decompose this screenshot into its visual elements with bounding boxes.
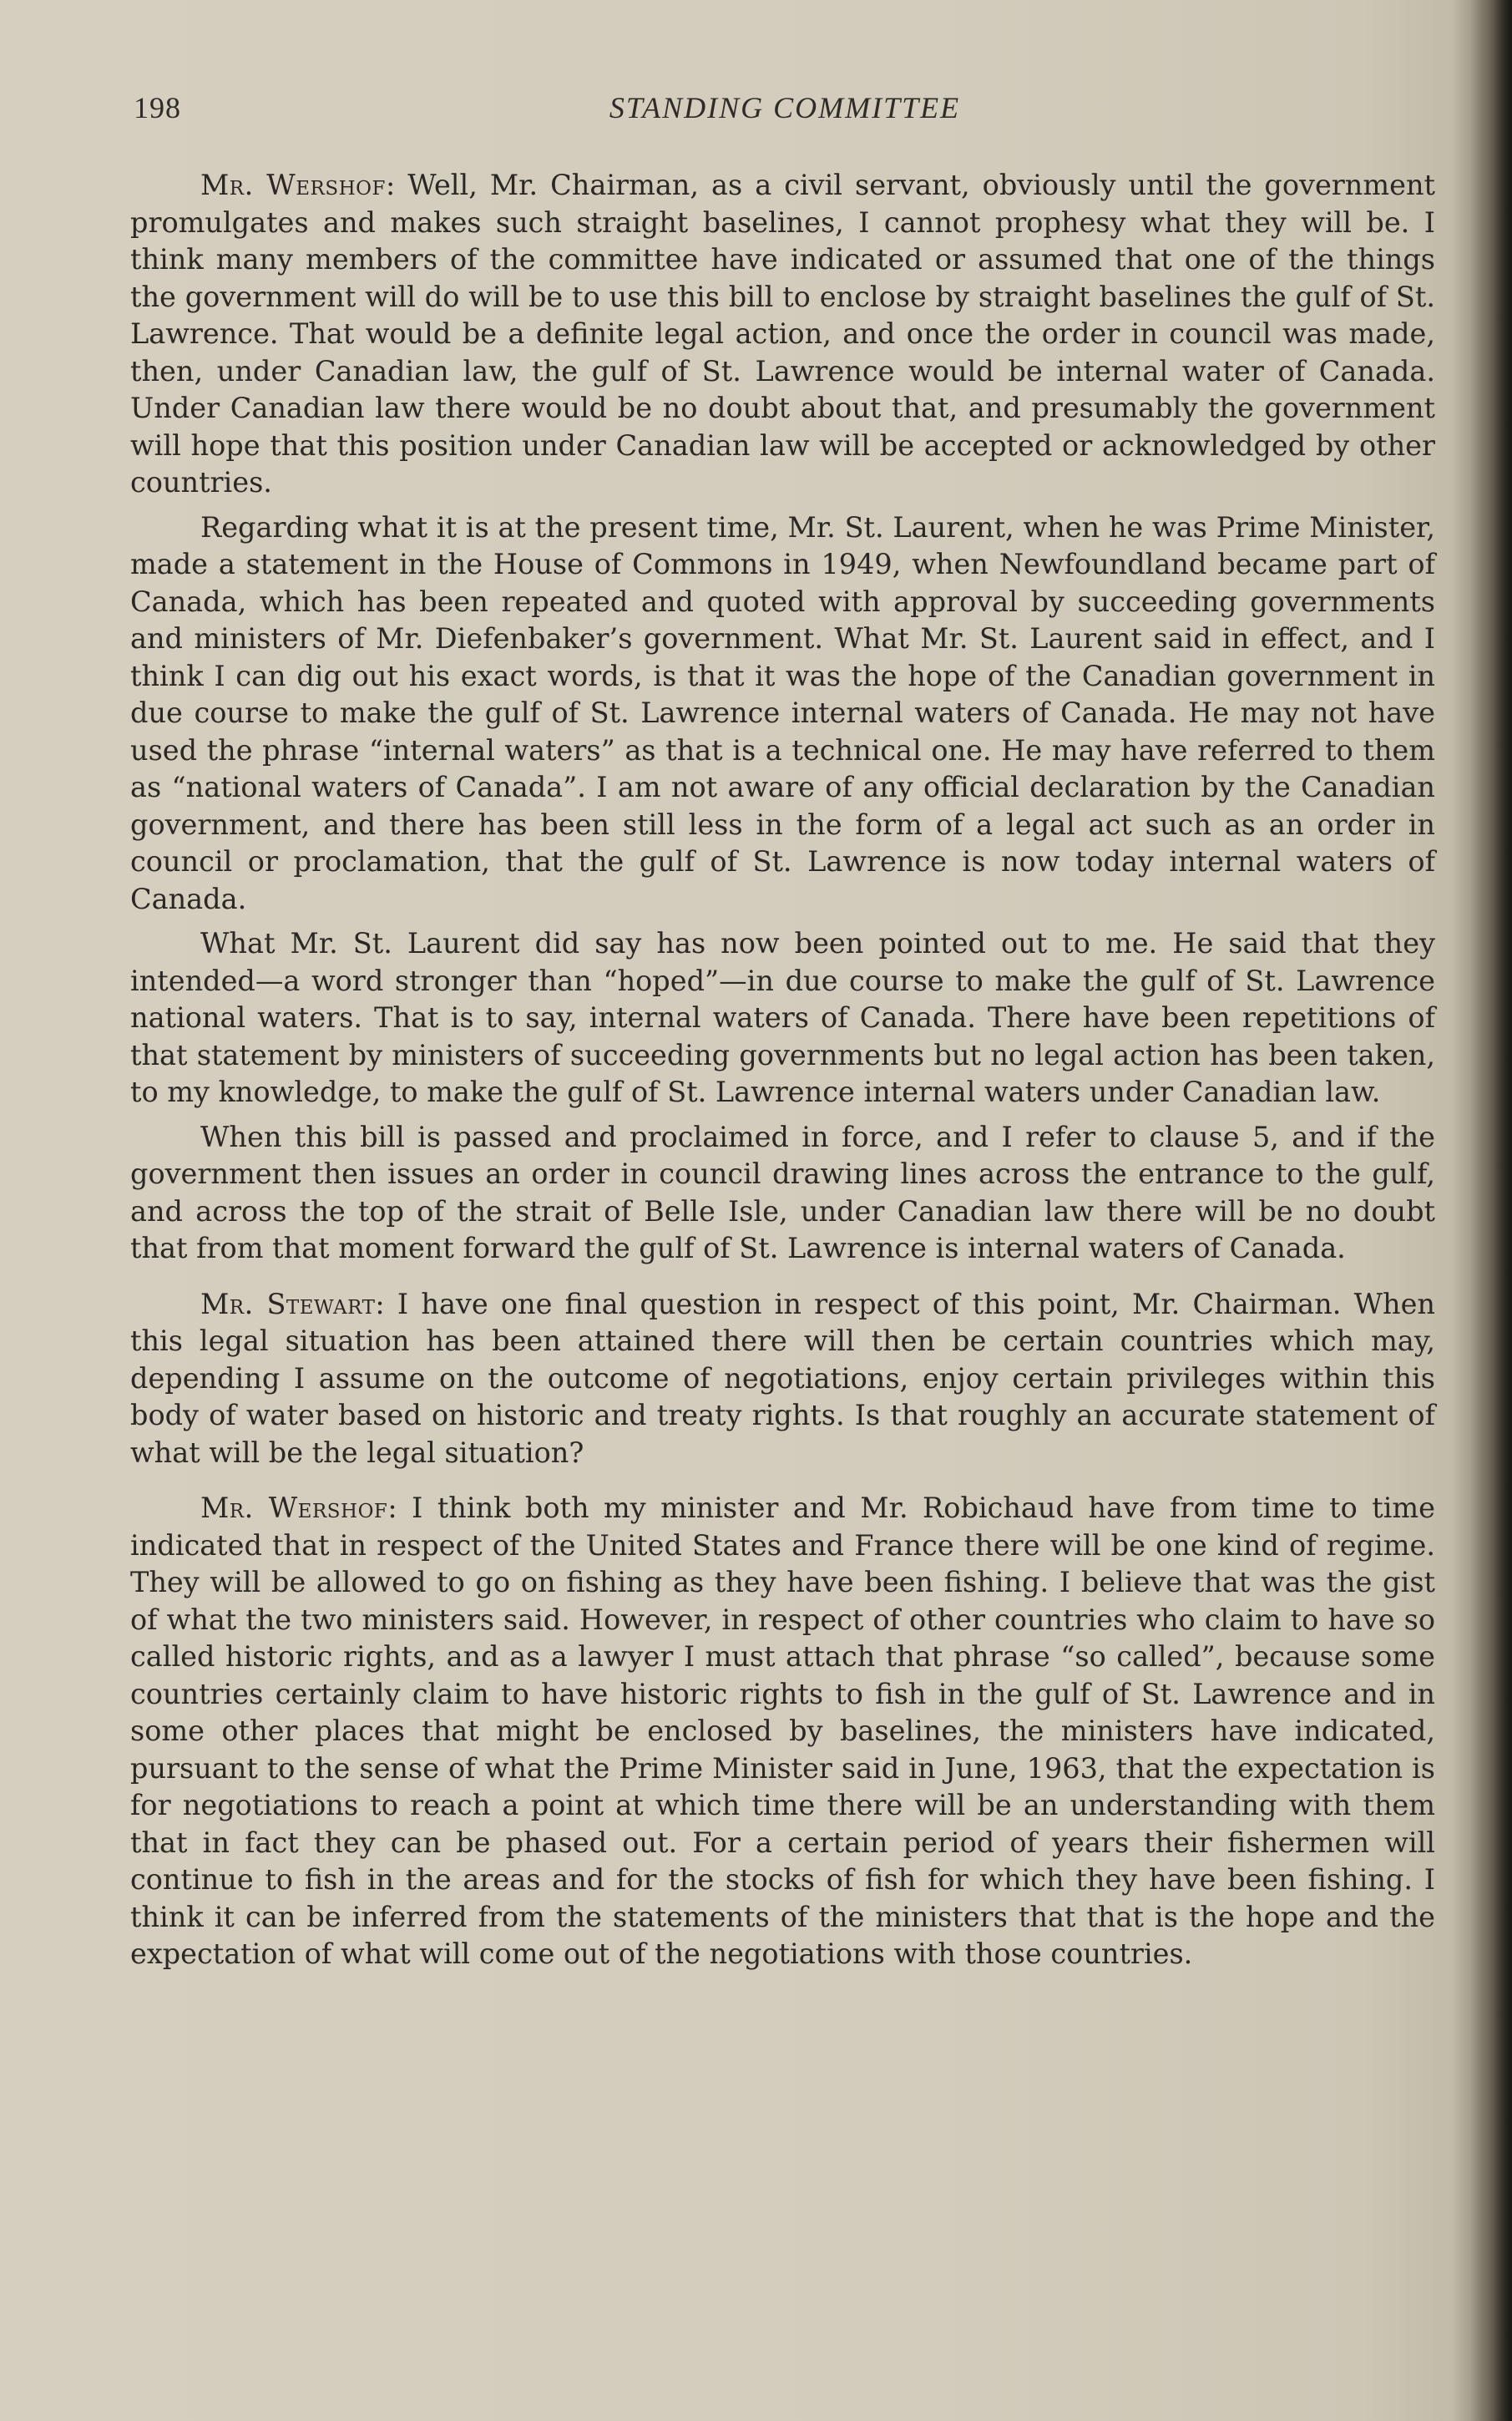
running-head: STANDING COMMITTEE — [609, 91, 961, 124]
paragraph-6 — [130, 1490, 1435, 1973]
paragraph-text: When this bill is passed and proclaimed in force, and I refer to clause 5, and if the government then issues an order in council drawing lines across the entrance to the gulf, and across the top of the strait of Belle Isle, under Canadian law there will be no doubt that from that moment forward the gulf of St. Lawrence is internal waters of Canada. — [130, 1120, 1435, 1264]
page-header — [134, 90, 1436, 132]
body-text — [130, 167, 1435, 1973]
page-number: 198 — [134, 91, 181, 124]
speaker-colon: : — [375, 1287, 397, 1320]
paragraph-5 — [130, 1286, 1435, 1472]
paragraph-text: What Mr. St. Laurent did say has now been pointed out to me. He said that they intended—a word stronger than “hoped”—in due course to make the gulf of St. Lawrence national waters. That is to say, internal waters of Canada. There have been repetitions of that statement by ministers of succeeding governments but no legal action has been taken, to my knowledge, to make the gulf of St. Lawrence internal waters under Canadian law. — [130, 927, 1435, 1108]
paragraph-3 — [130, 925, 1435, 1112]
paragraph-text: I think both my minister and Mr. Robichaud have from time to time indicated that in respect of the United States and France there will be one kind of regime. They will be allowed to go on fishing as they have been fishing. I believe that was the gist of what the two ministers said. However, in respect of other countries who claim to have so called historic rights, and as a lawyer I must attach that phrase “so called”, because some countries certainly claim to have historic rights to fish in the gulf of St. Lawrence and in some other places that might be enclosed by baselines, the ministers have indicated, pursuant to the sense of what the Prime Minister said in June, 1963, that the expectation is for negotiations to reach a point at which time there will be an understanding with them that in fact they can be phased out. For a certain period of years their fishermen will continue to fish in the areas and for the stocks of fish for which they have been fishing. I think it can be inferred from the statements of the ministers that that is the hope and the expectation of what will come out of the negotiations with those countries. — [130, 1492, 1436, 1970]
paragraph-1 — [130, 167, 1435, 502]
paragraph-4 — [130, 1119, 1435, 1268]
speaker-colon: : — [385, 169, 408, 201]
paragraph-text: Well, Mr. Chairman, as a civil servant, obviously until the government promulgates and makes such straight baselines, I cannot prophesy what they will be. I think many members of the committee have indicated or assumed that one of the things the government will do will be to use this bill to enclose by straight baselines the gulf of St. Lawrence. That would be a definite legal action, and once the order in council was made, then, under Canadian law, the gulf of St. Lawrence would be internal water of Canada. Under Canadian law there would be no doubt about that, and presumably the government will hope that this position under Canadian law will be accepted or acknowledged by other countries. — [130, 169, 1435, 499]
speaker-name: Mr. Wershof — [200, 169, 386, 201]
paragraph-2 — [130, 509, 1435, 919]
spine-shadow — [1470, 0, 1512, 2421]
speaker-colon: : — [387, 1492, 412, 1524]
paragraph-text: I have one final question in respect of this point, Mr. Chairman. When this legal situation has been attained there will then be certain countries which may, depending I assume on the outcome of negotiations, enjoy certain privileges within this body of water based on historic and treaty rights. Is that roughly an accurate statement of what will be the legal situation? — [130, 1287, 1435, 1469]
speaker-name: Mr. Wershof — [200, 1492, 388, 1524]
paragraph-text: Regarding what it is at the present time, Mr. St. Laurent, when he was Prime Minister, made a statement in the House of Commons in 1949, when Newfoundland became part of Canada, which has been repeated and quoted with approval by succeeding governments and ministers of Mr. Diefenbaker’s government. What Mr. St. Laurent said in effect, and I think I can dig out his exact words, is that it was the hope of the Canadian government in due course to make the gulf of St. Lawrence internal waters of Canada. He may not have used the phrase “internal waters” as that is a technical one. He may have referred to them as “national waters of Canada”. I am not aware of any official declaration by the Canadian government, and there has been still less in the form of a legal act such as an order in council or proclamation, that the gulf of St. Lawrence is now today internal waters of Canada. — [130, 510, 1435, 915]
speaker-name: Mr. Stewart — [200, 1287, 376, 1320]
